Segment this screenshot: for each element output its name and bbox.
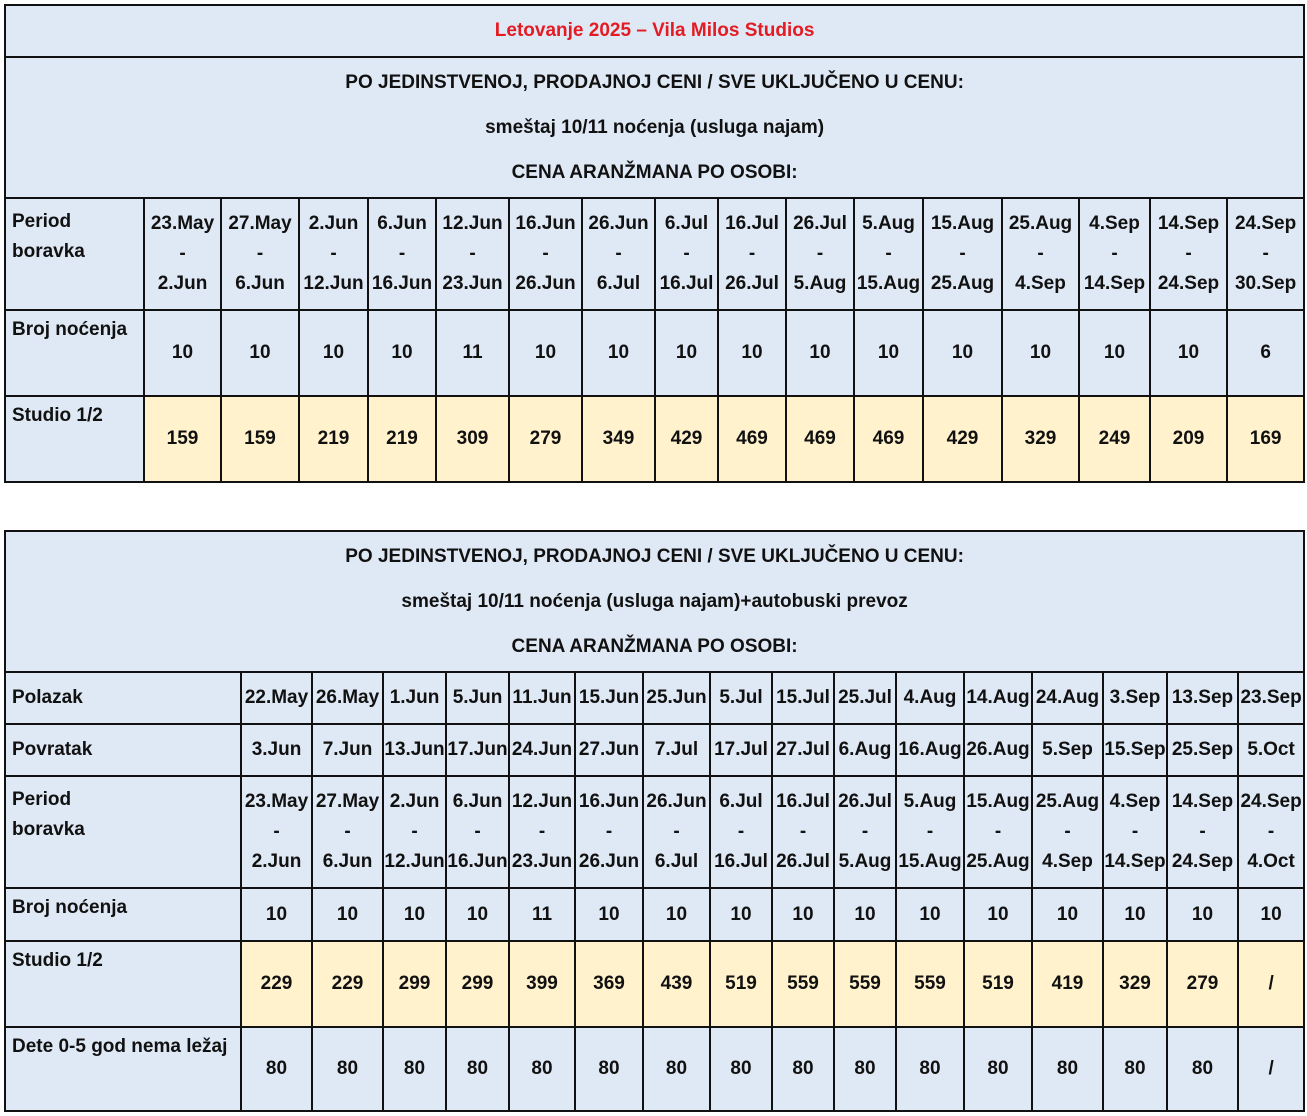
table2-nights-row: [5, 888, 1304, 941]
period-label-line-1: Period: [12, 211, 72, 232]
period-cell: [772, 776, 834, 888]
table2-departure-row: [5, 672, 1304, 724]
period-dash: -: [959, 243, 966, 264]
period-dash: -: [673, 821, 680, 842]
table2-header: [5, 531, 1304, 672]
period-to: 26.Jun: [515, 273, 576, 294]
child-price-cell: 80: [834, 1027, 896, 1111]
nights-cell: 10: [643, 888, 710, 941]
price-cell: /: [1238, 941, 1304, 1027]
period-dash: -: [1262, 243, 1269, 264]
nights-cell: 10: [896, 888, 964, 941]
period-label: [5, 776, 241, 888]
period-to: 23.Jun: [442, 273, 503, 294]
period-cell: [1167, 776, 1238, 888]
period-dash: -: [179, 243, 186, 264]
period-dash: -: [344, 821, 351, 842]
nights-cell: 10: [710, 888, 772, 941]
period-from: 26.Jul: [838, 791, 892, 812]
period-to: 4.Sep: [1015, 273, 1066, 294]
period-dash: -: [605, 821, 613, 842]
departure-cell: 22.May: [241, 672, 312, 724]
period-cell: [1032, 776, 1103, 888]
studio-label: Studio 1/2: [5, 396, 144, 482]
period-from: 27.May: [315, 791, 380, 812]
period-from: 24.Sep: [1234, 213, 1297, 234]
period-dash: -: [737, 821, 745, 842]
period-from: 2.Jun: [308, 213, 359, 234]
period-dash: -: [1267, 821, 1275, 842]
departure-cell: 1.Jun: [383, 672, 446, 724]
departure-cell: 15.Jul: [772, 672, 834, 724]
period-dash: -: [411, 821, 418, 842]
nights-cell: 10: [1002, 310, 1079, 396]
price-cell: 229: [241, 941, 312, 1027]
price-cell: 429: [655, 396, 718, 482]
child-price-cell: 80: [896, 1027, 964, 1111]
departure-cell: 25.Jul: [834, 672, 896, 724]
nights-cell: 10: [1238, 888, 1304, 941]
return-cell: 17.Jul: [710, 724, 772, 776]
period-cell: [655, 198, 718, 310]
period-label-line-2: boravka: [12, 241, 85, 262]
period-from: 12.Jun: [442, 213, 503, 234]
return-cell: 27.Jun: [575, 724, 643, 776]
nights-cell: 10: [312, 888, 383, 941]
return-cell: 3.Jun: [241, 724, 312, 776]
period-cell: [834, 776, 896, 888]
period-cell: [1079, 198, 1150, 310]
period-dash: -: [398, 243, 406, 264]
period-from: 6.Jul: [719, 791, 763, 812]
period-cell: [221, 198, 299, 310]
period-to: 2.Jun: [157, 273, 208, 294]
period-cell: [509, 776, 575, 888]
period-cell: [436, 198, 509, 310]
period-label-line-1: Period: [12, 789, 72, 810]
child-price-cell: 80: [446, 1027, 509, 1111]
period-from: 23.May: [244, 791, 309, 812]
nights-label: Broj noćenja: [5, 310, 144, 396]
period-cell: [1150, 198, 1227, 310]
price-cell: 399: [509, 941, 575, 1027]
nights-cell: 11: [436, 310, 509, 396]
period-dash: -: [994, 821, 1002, 842]
period-cell: [896, 776, 964, 888]
nights-cell: 10: [718, 310, 786, 396]
departure-cell: 14.Aug: [964, 672, 1032, 724]
departure-cell: 11.Jun: [509, 672, 575, 724]
period-cell: [786, 198, 854, 310]
nights-cell: 10: [786, 310, 854, 396]
period-from: 15.Aug: [930, 213, 995, 234]
price-cell: 439: [643, 941, 710, 1027]
period-to: 26.Jul: [725, 273, 779, 294]
period-cell: [509, 198, 582, 310]
child-price-cell: 80: [383, 1027, 446, 1111]
child-price-cell: 80: [772, 1027, 834, 1111]
period-from: 26.Jun: [646, 791, 707, 812]
nights-cell: 10: [854, 310, 923, 396]
period-cell: [1103, 776, 1167, 888]
period-to: 14.Sep: [1083, 273, 1146, 294]
period-to: 5.Aug: [838, 851, 892, 872]
period-cell: [368, 198, 436, 310]
period-to: 15.Aug: [898, 851, 962, 872]
period-to: 2.Jun: [251, 851, 302, 872]
page-title: Letovanje 2025 – Vila Milos Studios: [5, 5, 1304, 57]
child-price-cell: /: [1238, 1027, 1304, 1111]
period-dash: -: [885, 243, 892, 264]
table1-studio-row: [5, 396, 1304, 482]
table2-studio-row: [5, 941, 1304, 1027]
nights-cell: 10: [368, 310, 436, 396]
period-from: 6.Jul: [664, 213, 709, 234]
nights-cell: 6: [1227, 310, 1304, 396]
departure-cell: 4.Aug: [896, 672, 964, 724]
return-cell: 13.Jun: [383, 724, 446, 776]
period-dash: -: [1037, 243, 1044, 264]
period-from: 2.Jun: [389, 791, 440, 812]
period-from: 16.Jul: [725, 213, 779, 234]
departure-cell: 25.Jun: [643, 672, 710, 724]
return-label: Povratak: [5, 724, 241, 776]
departure-cell: 13.Sep: [1167, 672, 1238, 724]
period-cell: [582, 198, 655, 310]
period-dash: -: [615, 243, 622, 264]
nights-cell: 10: [144, 310, 221, 396]
period-label: [5, 198, 144, 310]
nights-cell: 10: [1167, 888, 1238, 941]
period-cell: [643, 776, 710, 888]
departure-cell: 15.Jun: [575, 672, 643, 724]
period-from: 26.Jun: [588, 213, 649, 234]
price-table-with-bus: [4, 530, 1305, 1112]
period-dash: -: [799, 821, 807, 842]
period-from: 16.Jun: [515, 213, 576, 234]
period-to: 16.Jun: [447, 851, 508, 872]
price-cell: 299: [446, 941, 509, 1027]
period-from: 12.Jun: [511, 791, 573, 812]
price-cell: 159: [221, 396, 299, 482]
child-price-cell: 80: [575, 1027, 643, 1111]
return-cell: 27.Jul: [772, 724, 834, 776]
departure-cell: 5.Jul: [710, 672, 772, 724]
period-cell: [446, 776, 509, 888]
departure-label: Polazak: [5, 672, 241, 724]
period-to: 12.Jun: [384, 851, 445, 872]
period-dash: -: [1111, 243, 1118, 264]
period-cell: [964, 776, 1032, 888]
nights-cell: 11: [509, 888, 575, 941]
departure-cell: 5.Jun: [446, 672, 509, 724]
departure-cell: 23.Sep: [1238, 672, 1304, 724]
price-cell: 329: [1002, 396, 1079, 482]
period-to: 26.Jul: [776, 851, 830, 872]
departure-cell: 26.May: [312, 672, 383, 724]
price-cell: 369: [575, 941, 643, 1027]
price-cell: 519: [964, 941, 1032, 1027]
table1-header-line-2: smeštaj 10/11 noćenja (usluga najam): [485, 117, 825, 138]
period-to: 25.Aug: [930, 273, 995, 294]
period-from: 4.Sep: [1089, 213, 1140, 234]
nights-cell: 10: [575, 888, 643, 941]
period-cell: [299, 198, 368, 310]
table2-period-row: [5, 776, 1304, 888]
period-from: 23.May: [150, 213, 215, 234]
table2-header-line-1: PO JEDINSTVENOJ, PRODAJNOJ CENI / SVE UKLJUČENO U CENU:: [345, 546, 964, 567]
period-to: 30.Sep: [1234, 273, 1297, 294]
price-cell: 429: [923, 396, 1002, 482]
period-to: 24.Sep: [1157, 273, 1220, 294]
return-cell: 7.Jun: [312, 724, 383, 776]
period-from: 15.Aug: [966, 791, 1030, 812]
child-price-cell: 80: [1103, 1027, 1167, 1111]
period-dash: -: [1064, 821, 1071, 842]
period-to: 23.Jun: [511, 851, 573, 872]
child-price-cell: 80: [710, 1027, 772, 1111]
period-from: 6.Jun: [452, 791, 503, 812]
child-label: Dete 0-5 god nema ležaj: [5, 1027, 241, 1111]
period-cell: [854, 198, 923, 310]
period-to: 14.Sep: [1104, 851, 1166, 872]
departure-cell: 24.Aug: [1032, 672, 1103, 724]
price-cell: 159: [144, 396, 221, 482]
period-cell: [718, 198, 786, 310]
period-from: 4.Sep: [1109, 791, 1161, 812]
price-cell: 469: [854, 396, 923, 482]
period-from: 14.Sep: [1171, 791, 1234, 812]
period-dash: -: [683, 243, 690, 264]
return-cell: 16.Aug: [896, 724, 964, 776]
period-to: 6.Jul: [596, 273, 641, 294]
period-from: 25.Aug: [1008, 213, 1073, 234]
nights-cell: 10: [1103, 888, 1167, 941]
table1-header-line-1: PO JEDINSTVENOJ, PRODAJNOJ CENI / SVE UKLJUČENO U CENU:: [345, 72, 964, 93]
nights-cell: 10: [834, 888, 896, 941]
period-from: 5.Aug: [862, 213, 915, 234]
price-table-accommodation: [4, 4, 1305, 483]
period-cell: [1227, 198, 1304, 310]
price-cell: 559: [772, 941, 834, 1027]
price-cell: 469: [718, 396, 786, 482]
period-to: 4.Oct: [1247, 851, 1295, 872]
price-cell: 469: [786, 396, 854, 482]
table1-header-line-3: CENA ARANŽMANA PO OSOBI:: [511, 162, 798, 183]
child-price-cell: 80: [241, 1027, 312, 1111]
period-cell: [144, 198, 221, 310]
price-cell: 209: [1150, 396, 1227, 482]
price-cell: 169: [1227, 396, 1304, 482]
price-cell: 519: [710, 941, 772, 1027]
period-cell: [312, 776, 383, 888]
price-cell: 249: [1079, 396, 1150, 482]
price-cell: 279: [509, 396, 582, 482]
period-dash: -: [861, 821, 869, 842]
return-cell: 7.Jul: [643, 724, 710, 776]
period-dash: -: [474, 821, 481, 842]
period-from: 5.Aug: [903, 791, 957, 812]
nights-cell: 10: [241, 888, 312, 941]
table2-header-line-2: smeštaj 10/11 noćenja (usluga najam)+autobuski prevoz: [401, 591, 908, 612]
return-cell: 5.Sep: [1032, 724, 1103, 776]
child-price-cell: 80: [1032, 1027, 1103, 1111]
price-cell: 299: [383, 941, 446, 1027]
table1-period-row: [5, 198, 1304, 310]
price-cell: 559: [834, 941, 896, 1027]
price-cell: 229: [312, 941, 383, 1027]
nights-cell: 10: [446, 888, 509, 941]
period-to: 5.Aug: [793, 273, 847, 294]
price-cell: 559: [896, 941, 964, 1027]
nights-cell: 10: [1150, 310, 1227, 396]
child-price-cell: 80: [643, 1027, 710, 1111]
period-cell: [241, 776, 312, 888]
period-to: 4.Sep: [1042, 851, 1093, 872]
period-cell: [383, 776, 446, 888]
period-dash: -: [256, 243, 264, 264]
price-cell: 309: [436, 396, 509, 482]
return-cell: 24.Jun: [509, 724, 575, 776]
table1-nights-row: [5, 310, 1304, 396]
nights-cell: 10: [582, 310, 655, 396]
period-dash: -: [1185, 243, 1192, 264]
period-to: 16.Jul: [714, 851, 768, 872]
table2-header-line-3: CENA ARANŽMANA PO OSOBI:: [511, 636, 798, 657]
period-to: 25.Aug: [966, 851, 1030, 872]
departure-cell: 3.Sep: [1103, 672, 1167, 724]
period-cell: [710, 776, 772, 888]
return-cell: 6.Aug: [834, 724, 896, 776]
return-cell: 17.Jun: [446, 724, 509, 776]
period-from: 26.Jul: [793, 213, 847, 234]
nights-cell: 10: [655, 310, 718, 396]
nights-cell: 10: [299, 310, 368, 396]
period-dash: -: [542, 243, 549, 264]
table2-return-row: [5, 724, 1304, 776]
period-from: 16.Jun: [578, 791, 640, 812]
period-dash: -: [330, 243, 337, 264]
period-dash: -: [538, 821, 546, 842]
child-price-cell: 80: [964, 1027, 1032, 1111]
price-cell: 219: [368, 396, 436, 482]
period-from: 6.Jun: [377, 213, 427, 234]
period-dash: -: [469, 243, 476, 264]
return-cell: 15.Sep: [1103, 724, 1167, 776]
period-to: 24.Sep: [1171, 851, 1234, 872]
nights-cell: 10: [964, 888, 1032, 941]
period-from: 25.Aug: [1035, 791, 1100, 812]
period-label-line-2: boravka: [12, 819, 85, 840]
price-cell: 329: [1103, 941, 1167, 1027]
period-dash: -: [816, 243, 824, 264]
return-cell: 26.Aug: [964, 724, 1032, 776]
period-to: 15.Aug: [856, 273, 921, 294]
price-cell: 419: [1032, 941, 1103, 1027]
price-cell: 349: [582, 396, 655, 482]
nights-cell: 10: [221, 310, 299, 396]
period-from: 27.May: [228, 213, 292, 234]
table2-child-row: [5, 1027, 1304, 1111]
period-cell: [1238, 776, 1304, 888]
nights-label: Broj noćenja: [5, 888, 241, 941]
table1-header: [5, 57, 1304, 198]
nights-cell: 10: [509, 310, 582, 396]
period-cell: [923, 198, 1002, 310]
period-to: 6.Jul: [654, 851, 699, 872]
period-dash: -: [1199, 821, 1206, 842]
price-cell: 279: [1167, 941, 1238, 1027]
period-dash: -: [748, 243, 756, 264]
return-cell: 5.Oct: [1238, 724, 1304, 776]
price-cell: 219: [299, 396, 368, 482]
child-price-cell: 80: [1167, 1027, 1238, 1111]
period-to: 16.Jul: [659, 273, 714, 294]
period-dash: -: [926, 821, 934, 842]
period-cell: [1002, 198, 1079, 310]
period-to: 26.Jun: [578, 851, 640, 872]
nights-cell: 10: [772, 888, 834, 941]
period-cell: [575, 776, 643, 888]
period-dash: -: [273, 821, 280, 842]
period-to: 12.Jun: [303, 273, 364, 294]
nights-cell: 10: [1032, 888, 1103, 941]
studio-label: Studio 1/2: [5, 941, 241, 1027]
child-price-cell: 80: [312, 1027, 383, 1111]
nights-cell: 10: [383, 888, 446, 941]
nights-cell: 10: [1079, 310, 1150, 396]
return-cell: 25.Sep: [1167, 724, 1238, 776]
child-price-cell: 80: [509, 1027, 575, 1111]
period-to: 6.Jun: [235, 273, 285, 294]
period-from: 24.Sep: [1240, 791, 1302, 812]
period-to: 6.Jun: [322, 851, 373, 872]
period-from: 16.Jul: [776, 791, 830, 812]
period-from: 14.Sep: [1157, 213, 1220, 234]
nights-cell: 10: [923, 310, 1002, 396]
period-dash: -: [1131, 821, 1139, 842]
period-to: 16.Jun: [371, 273, 433, 294]
